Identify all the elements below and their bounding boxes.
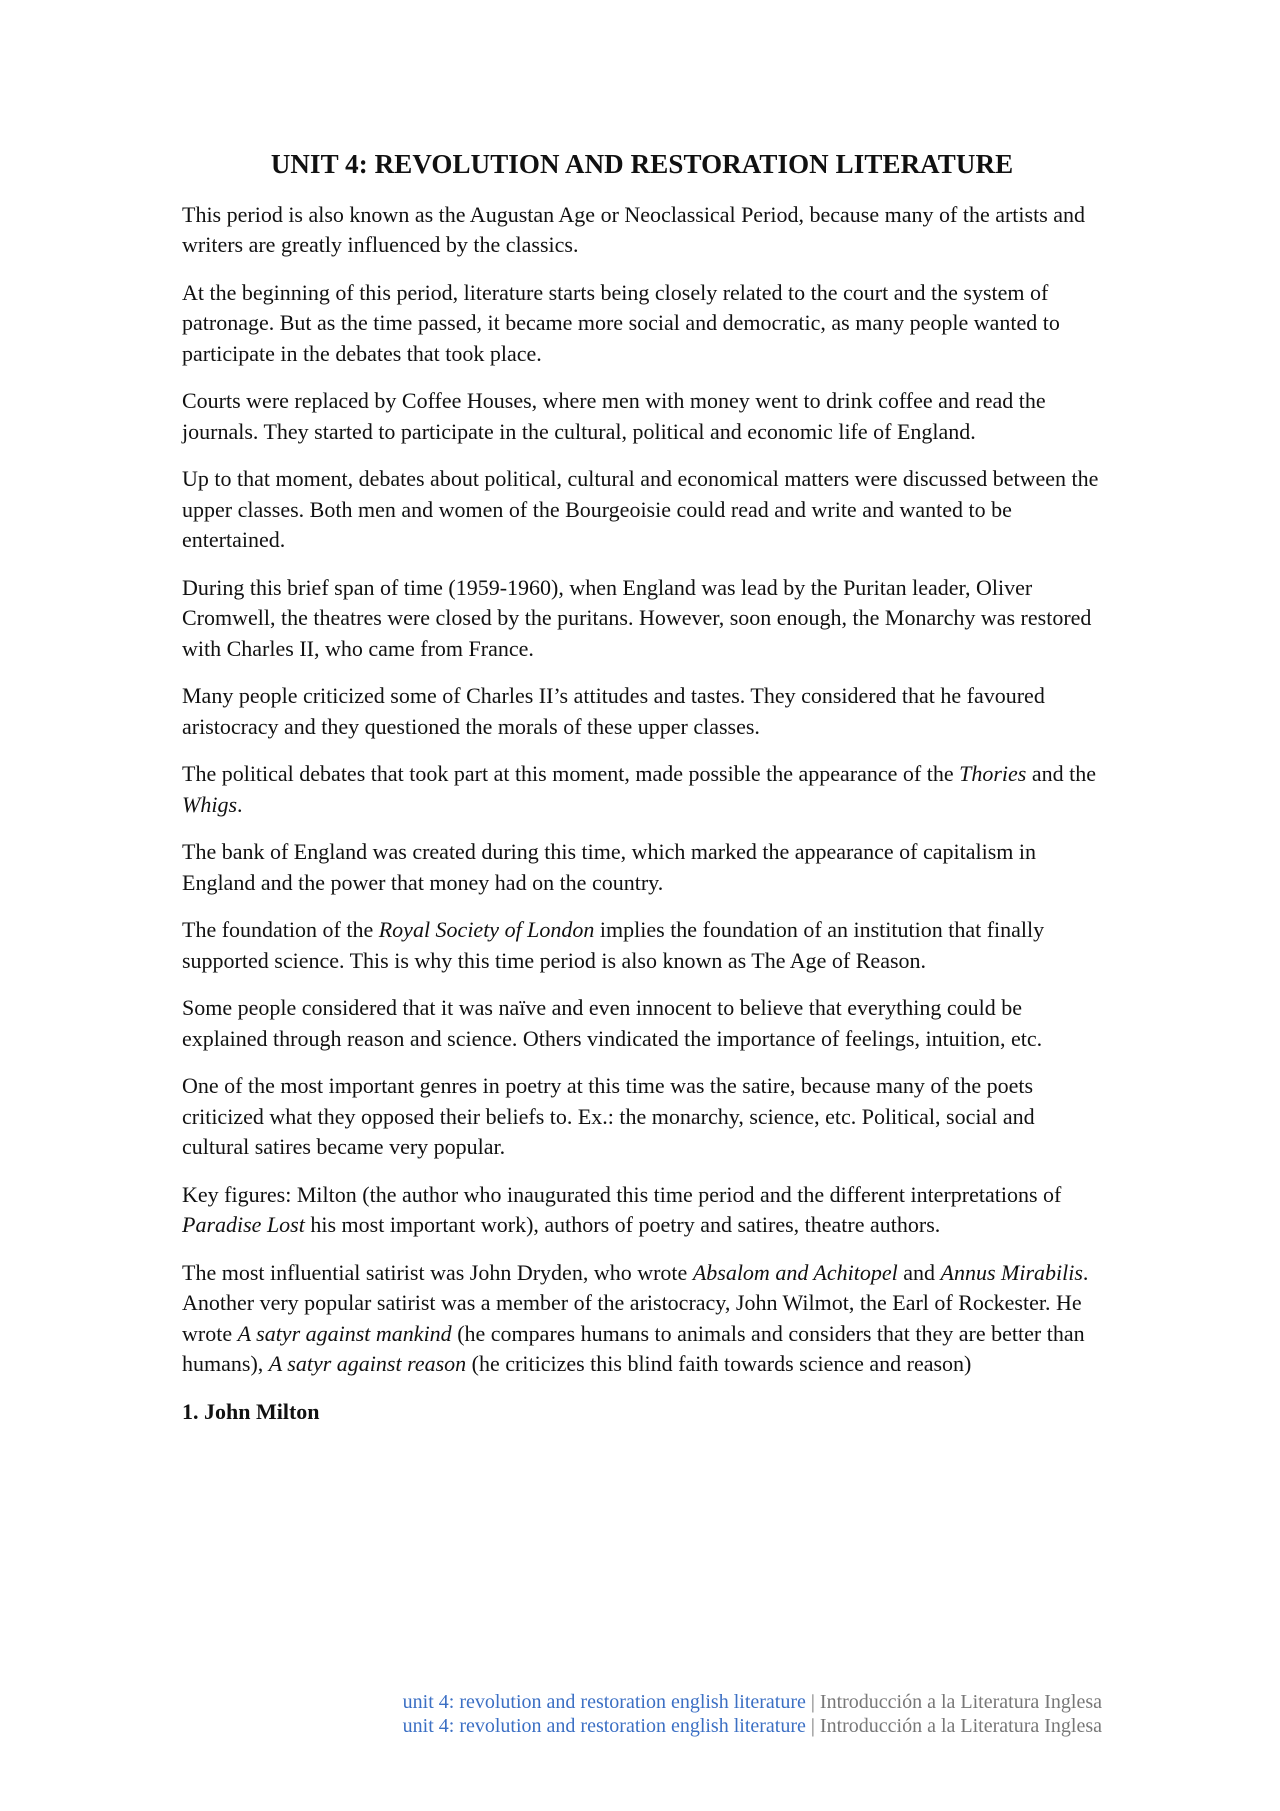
text-span: (he criticizes this blind faith towards science and reason) [466, 1351, 972, 1377]
text-span: The most influential satirist was John Dryden, who wrote [182, 1259, 693, 1285]
text-span: (he compares humans to animals and considers that they are better than humans), [182, 1320, 1085, 1377]
annus-mirabilis-title: Annus Mirabilis [940, 1259, 1083, 1285]
footer-separator: | [805, 1691, 820, 1713]
footer-course-name: Introducción a la Literatura Inglesa [819, 1715, 1102, 1737]
paragraph-cromwell: During this brief span of time (1959-1960), when England was lead by the Puritan leader, Oliver Cromwell, the theatres were closed by the puritans. However, soon enough, the Monarchy was restored with Charles II, who came from France. [182, 574, 1092, 661]
text-span: his most important work), authors of poetry and satires, theatre authors. [304, 1212, 941, 1238]
section-heading-milton: 1. John Milton [182, 1398, 320, 1424]
text-span: and [897, 1259, 941, 1285]
paragraph-debates: Up to that moment, debates about political, cultural and economical matters were discussed between the upper classes. Both men and women of the Bourgeoisie could read and write and wanted to be entertained. [182, 466, 1099, 553]
paragraph-royal-society [182, 915, 1102, 976]
text-span: The foundation of the [182, 917, 379, 943]
paragraph-bank-of-england: The bank of England was created during this time, which marked the appearance of capitalism in England and the power that money had on the country. [182, 839, 1037, 895]
footer-line [403, 1690, 1102, 1714]
text-span: and the [1026, 761, 1096, 787]
absalom-title: Absalom and Achitopel [692, 1259, 898, 1285]
footer-unit-link[interactable]: unit 4: revolution and restoration english literature [402, 1691, 806, 1713]
paragraph-satire: One of the most important genres in poetry at this time was the satire, because many of the poets criticized what they opposed their beliefs to. Ex.: the monarchy, science, etc. Political, social and cultural satires became very popular. [182, 1073, 1035, 1160]
satyr-mankind-title: A satyr against mankind [237, 1320, 452, 1346]
paragraph-political-parties [182, 759, 1102, 820]
paragraph-court-patronage: At the beginning of this period, literature starts being closely related to the court and the system of patronage. But as the time passed, it became more social and democratic, as many people wanted to participate in the debates that took place. [182, 279, 1060, 366]
royal-society-title: Royal Society of London [378, 917, 595, 943]
document-body [182, 148, 1102, 1427]
paragraph-reason-feelings: Some people considered that it was naïve and even innocent to believe that everything could be explained through reason and science. Others vindicated the importance of feelings, intuition, etc. [182, 995, 1043, 1051]
footer-line [403, 1714, 1102, 1738]
paradise-lost-title: Paradise Lost [182, 1212, 305, 1238]
footer-course-name: Introducción a la Literatura Inglesa [819, 1691, 1102, 1713]
page-footer [403, 1690, 1102, 1738]
footer-separator: | [805, 1715, 820, 1737]
paragraph-key-figures [182, 1180, 1102, 1241]
paragraph-satirists [182, 1258, 1102, 1380]
paragraph-augustan-age: This period is also known as the Augustan Age or Neoclassical Period, because many of the artists and writers are greatly influenced by the classics. [182, 201, 1086, 258]
paragraph-charles-ii: Many people criticized some of Charles II’s attitudes and tastes. They considered that he favoured aristocracy and they questioned the morals of these upper classes. [182, 683, 1045, 739]
text-span: Key figures: Milton (the author who inaugurated this time period and the different interpretations of [182, 1181, 1062, 1207]
text-span: implies the foundation of an institution that finally supported science. This is why this time period is also known as The Age of Reason. [182, 917, 1045, 973]
paragraph-coffee-houses: Courts were replaced by Coffee Houses, where men with money went to drink coffee and read the journals. They started to participate in the cultural, political and economic life of England. [182, 388, 1046, 444]
text-span: . [237, 791, 243, 817]
whigs-term: Whigs [182, 791, 237, 817]
thories-term: Thories [959, 761, 1027, 787]
text-span: The political debates that took part at this moment, made possible the appearance of the [182, 761, 960, 787]
footer-unit-link[interactable]: unit 4: revolution and restoration english literature [402, 1715, 806, 1737]
page-title: UNIT 4: REVOLUTION AND RESTORATION LITERATURE [270, 149, 1014, 179]
satyr-reason-title: A satyr against reason [268, 1351, 467, 1377]
text-span: . Another very popular satirist was a member of the aristocracy, John Wilmot, the Earl of Rockester. He wrote [182, 1259, 1089, 1346]
